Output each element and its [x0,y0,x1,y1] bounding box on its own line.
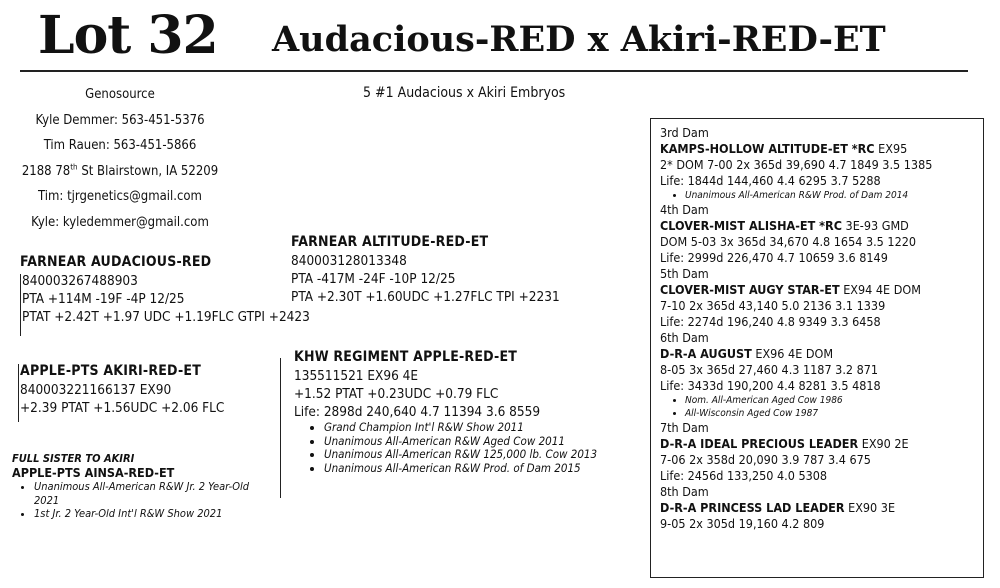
lot-number: Lot 32 [38,5,218,66]
dam-id: 840003221166137 EX90 [20,382,172,398]
grand-dam-honor: • Grand Champion Int'l R&W Show 2011 [324,421,597,435]
dam6-name: D-R-A AUGUST [660,346,752,361]
consignor-company: Genosource [85,87,155,102]
mating-title: Audacious-RED x Akiri-RED-ET [272,19,886,60]
contact-email-kyle[interactable]: Kyle: kyledemmer@gmail.com [31,214,209,230]
sire-pta: PTA +114M -19F -4P 12/25 [22,291,185,307]
maternal-pedigree-box [650,118,984,578]
dam7-record: 7-06 2x 358d 20,090 3.9 787 3.4 675 [660,452,871,467]
grand-dam-honor: • Unanimous All-American R&W 125,000 lb. Cow 2013 [324,448,597,462]
dam3-score: EX95 [874,141,908,156]
header-divider [20,70,968,72]
dam3-label: 3rd Dam [660,125,709,140]
sire-ptat: PTAT +2.42T +1.97 UDC +1.19FLC GTPI +2423 [22,309,310,325]
offering-description: 5 #1 Audacious x Akiri Embryos [363,85,566,101]
sire-block [20,253,310,336]
sire-name: FARNEAR AUDACIOUS-RED [20,254,212,270]
dam-name: APPLE-PTS AKIRI-RED-ET [20,363,201,379]
dam5-name: CLOVER-MIST AUGY STAR-ET [660,282,840,297]
contact-address [0,159,240,185]
grand-dam-life: Life: 2898d 240,640 4.7 11394 3.6 8559 [294,404,541,420]
grand-dam-honor: • Unanimous All-American R&W Aged Cow 2011 [324,435,597,449]
grand-dam-name: KHW REGIMENT APPLE-RED-ET [294,349,518,365]
dam3-honor: • Unanimous All-American R&W Prod. of Dam 2014 [685,189,983,202]
address-start: 2188 78 [21,163,71,179]
grand-dam-bracket [280,358,281,498]
dam3-honors [660,189,983,202]
grand-dam-block [294,348,597,476]
dam6-score: EX96 4E DOM [751,346,834,361]
full-sister-block [12,452,272,521]
dam5-score: EX94 4E DOM [839,282,921,297]
dam7-life: Life: 2456d 133,250 4.0 5308 [660,468,828,483]
dam7-score: EX90 2E [858,436,909,451]
sire-of-dam-name: FARNEAR ALTITUDE-RED-ET [291,234,489,250]
dam4-name: CLOVER-MIST ALISHA-ET *RC [660,218,842,233]
dam-ptat: +2.39 PTAT +1.56UDC +2.06 FLC [20,400,225,416]
dam6-honors [660,394,983,420]
dam3-name: KAMPS-HOLLOW ALTITUDE-ET *RC [660,141,875,156]
contact-email-tim[interactable]: Tim: tjrgenetics@gmail.com [38,189,202,204]
sire-of-dam-id: 840003128013348 [291,253,407,269]
grand-dam-honors [294,421,597,476]
dam6-honor: • All-Wisconsin Aged Cow 1987 [685,407,983,420]
full-sister-label: FULL SISTER TO AKIRI [12,452,135,465]
dam5-label: 5th Dam [660,266,709,281]
grand-dam-id: 135511521 EX96 4E [294,368,419,384]
sire-of-dam-ptat: PTA +2.30T +1.60UDC +1.27FLC TPI +2231 [291,289,560,305]
dam8-record: 9-05 2x 305d 19,160 4.2 809 [660,516,825,531]
dam-block [18,362,224,422]
dam4-score: 3E-93 GMD [841,218,909,233]
grand-dam-honor: • Unanimous All-American R&W Prod. of Dam 2015 [324,462,597,476]
dam5-life: Life: 2274d 196,240 4.8 9349 3.3 6458 [660,314,881,329]
dam3-life: Life: 1844d 144,460 4.4 6295 3.7 5288 [660,173,881,188]
dam7-label: 7th Dam [660,420,709,435]
sire-of-dam-block [291,233,560,306]
address-end: St Blairstown, IA 52209 [77,163,219,179]
dam7-name: D-R-A IDEAL PRECIOUS LEADER [660,436,859,451]
full-sister-honor: • Unanimous All-American R&W Jr. 2 Year-Old 2021 [34,480,272,507]
full-sister-honor: • 1st Jr. 2 Year-Old Int'l R&W Show 2021 [34,507,272,521]
dam6-record: 8-05 3x 365d 27,460 4.3 1187 3.2 871 [660,362,879,377]
dam6-life: Life: 3433d 190,200 4.4 8281 3.5 4818 [660,378,881,393]
dam8-name: D-R-A PRINCESS LAD LEADER [660,500,845,515]
full-sister-honors [12,480,272,521]
dam4-label: 4th Dam [660,202,709,217]
sire-of-dam-pta: PTA -417M -24F -10P 12/25 [291,271,456,287]
dam8-score: EX90 3E [844,500,896,515]
dam4-record: DOM 5-03 3x 365d 34,670 4.8 1654 3.5 1220 [660,234,917,249]
address-ordinal: th [70,162,78,172]
grand-dam-ptat: +1.52 PTAT +0.23UDC +0.79 FLC [294,386,499,402]
dam5-record: 7-10 2x 365d 43,140 5.0 2136 3.1 1339 [660,298,886,313]
dam8-label: 8th Dam [660,484,709,499]
dam6-label: 6th Dam [660,330,709,345]
sire-id: 840003267488903 [22,273,138,289]
consignor-contact [0,82,240,235]
contact-phone-tim: Tim Rauen: 563-451-5866 [43,138,197,153]
contact-phone-kyle: Kyle Demmer: 563-451-5376 [35,112,205,128]
dam4-life: Life: 2999d 226,470 4.7 10659 3.6 8149 [660,250,888,265]
dam6-honor: • Nom. All-American Aged Cow 1986 [685,394,983,407]
full-sister-name: APPLE-PTS AINSA-RED-ET [12,465,175,480]
dam3-record: 2* DOM 7-00 2x 365d 39,690 4.7 1849 3.5 1385 [660,157,933,172]
